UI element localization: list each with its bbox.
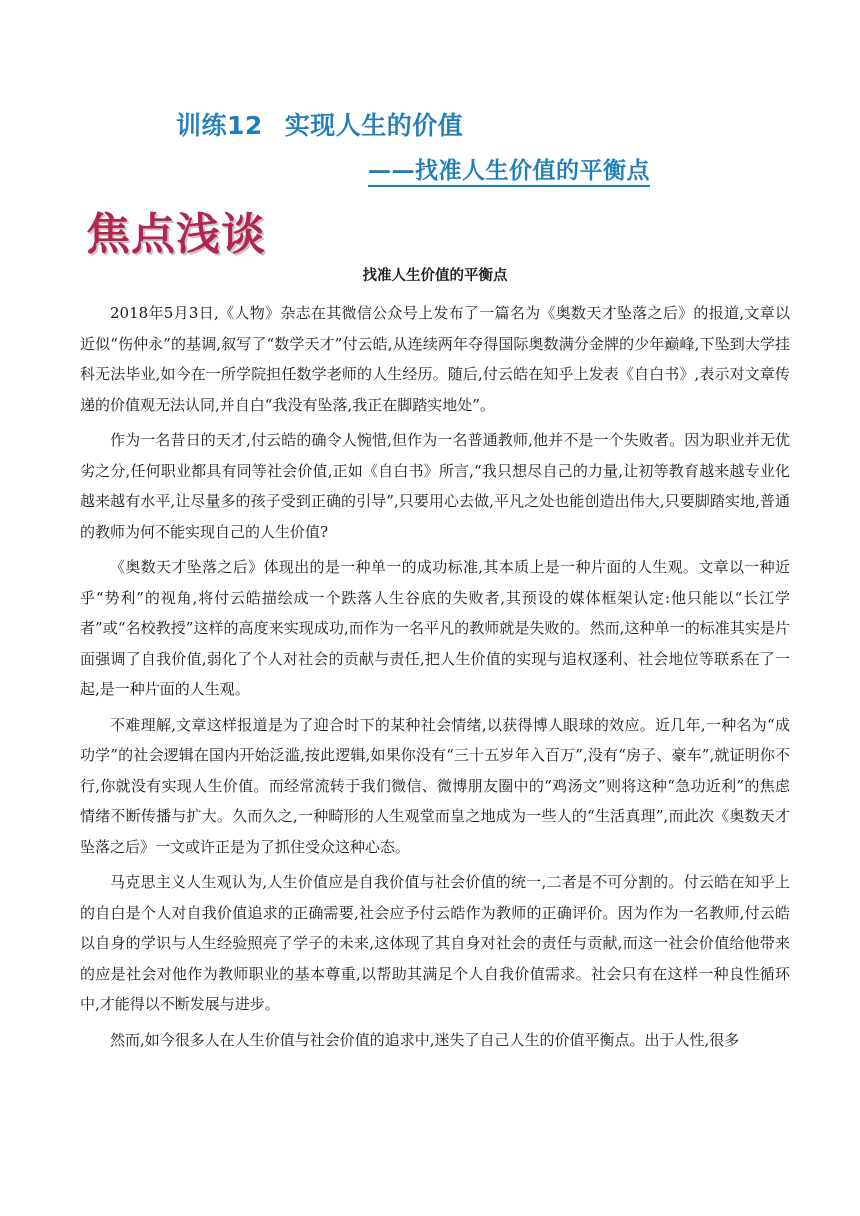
article-paragraph-5: 马克思主义人生观认为,人生价值应是自我价值与社会价值的统一,二者是不可分割的。付云皓在知乎上的自白是个人对自我价值追求的正确需要,社会应予付云皓作为教师的正确评价。因为作为一名教师,付云皓以自身的学识与人生经验照亮了学子的未来,这体现了其自身对社会的责任与贡献,而这一社会价值给他带来的应是社会对他作为教师职业的基本尊重,以帮助其满足个人自我价值需求。社会只有在这样一种良性循环中,才能得以不断发展与进步。 [80, 873, 790, 1013]
lesson-number: 训练12 [176, 111, 263, 140]
document-subtitle: ——找准人生价值的平衡点 [368, 158, 650, 184]
article-paragraph-6: 然而,如今很多人在人生价值与社会价值的追求中,迷失了自己人生的价值平衡点。出于人性,很多 [110, 1030, 740, 1049]
article-paragraph-3: 《奥数天才坠落之后》体现出的是一种单一的成功标准,其本质上是一种片面的人生观。文章以一种近乎“势利”的视角,将付云皓描绘成一个跌落人生谷底的失败者,其预设的媒体框架认定:他只能以“长江学者”或“名校教授”这样的高度来实现成功,而作为一名平凡的教师就是失败的。然而,这种单一的标准其实是片面强调了自我价值,弱化了个人对社会的贡献与责任,把人生价值的实现与追权逐利、社会地位等联系在了一起,是一种片面的人生观。 [80, 558, 790, 698]
article-paragraph-2: 作为一名昔日的天才,付云皓的确令人惋惜,但作为一名普通教师,他并不是一个失败者。因为职业并无优劣之分,任何职业都具有同等社会价值,正如《自白书》所言,“我只想尽自己的力量,让初等教育越来越专业化越来越有水平,让尽量多的孩子受到正确的引导”,只要用心去做,平凡之处也能创造出伟大,只要脚踏实地,普通的教师为何不能实现自己的人生价值? [80, 431, 790, 541]
section-banner: 焦点浅谈 [86, 209, 266, 260]
article [80, 264, 790, 1060]
lesson-title: 实现人生的价值 [284, 111, 464, 140]
article-title: 找准人生价值的平衡点 [362, 268, 508, 284]
document-title [176, 106, 463, 142]
article-paragraph-1: 2018年5月3日,《人物》杂志在其微信公众号上发布了一篇名为《奥数天才坠落之后》的报道,文章以近似“伤仲永”的基调,叙写了“数学天才”付云皓,从连续两年夺得国际奥数满分金牌的少年巅峰,下坠到大学挂科无法毕业,如今在一所学院担任数学老师的人生经历。随后,付云皓在知乎上发表《自白书》,表示对文章传递的价值观无法认同,并自白“我没有坠落,我正在脚踏实地处”。 [80, 304, 790, 414]
article-paragraph-4: 不难理解,文章这样报道是为了迎合时下的某种社会情绪,以获得博人眼球的效应。近几年,一种名为“成功学”的社会逻辑在国内开始泛滥,按此逻辑,如果你没有“三十五岁年入百万”,没有“房子、豪车”,就证明你不行,你就没有实现人生价值。而经常流转于我们微信、微博朋友圈中的“鸡汤文”则将这种“急功近利”的焦虑情绪不断传播与扩大。久而久之,一种畸形的人生观堂而皇之地成为一些人的“生活真理”,而此次《奥数天才坠落之后》一文或许正是为了抓住受众这种心态。 [80, 715, 790, 856]
